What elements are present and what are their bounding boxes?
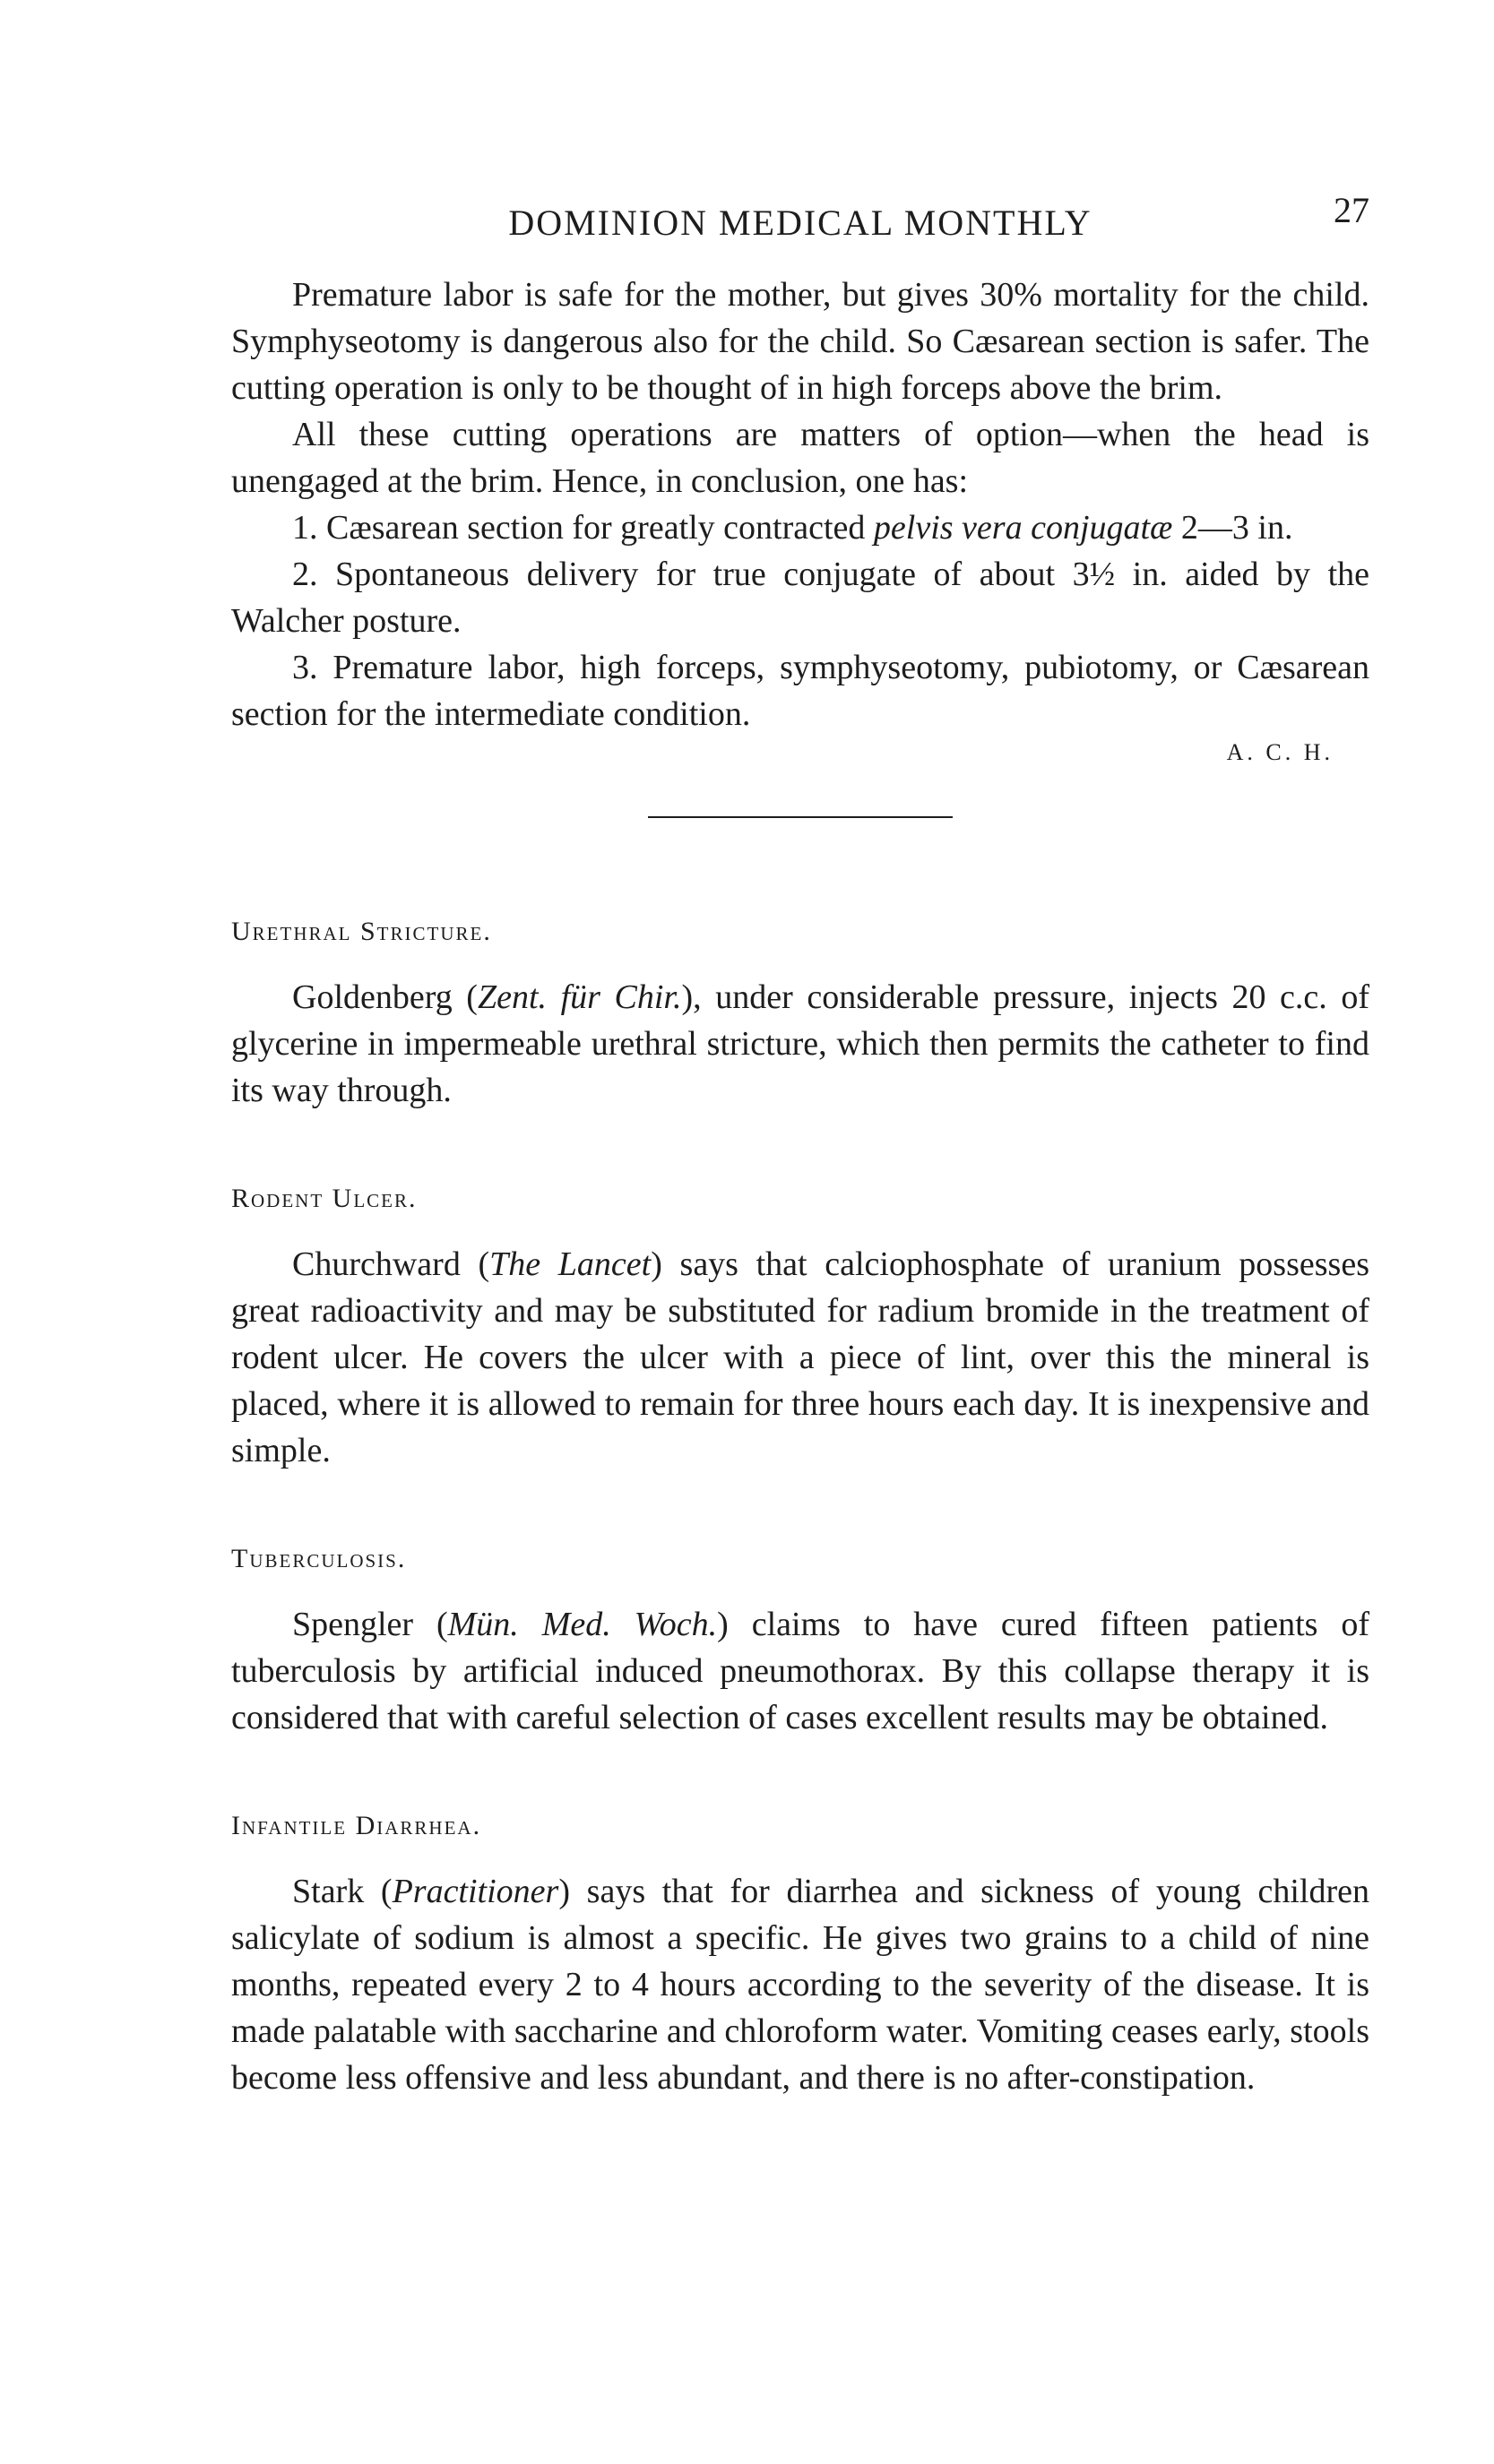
page-number: 27 xyxy=(1334,190,1369,230)
citation: The Lancet xyxy=(489,1245,652,1283)
text-b: ), under considerable pressure, injects 20 c.c. of glycerine in impermeable urethral stricture, which then permits the catheter to find its way through. xyxy=(231,978,1370,1109)
conclusion-item-2: 2. Spontaneous delivery for true conjugate of about 3½ in. aided by the Walcher posture. xyxy=(231,556,1369,640)
item-1-italic: pelvis vera conjugatæ xyxy=(873,509,1173,547)
journal-page xyxy=(231,184,1369,2101)
intro-paragraph-1: Premature labor is safe for the mother, but gives 30% mortality for the child. Symphyseotomy is dangerous also for the child. So Cæsarean section is safer. The cutting operation is only to be thought of in high forceps above the brim. xyxy=(231,276,1369,407)
text-a: Churchward ( xyxy=(292,1245,490,1283)
paragraph-infantile-diarrhea xyxy=(231,1868,1369,2101)
item-1-text-a: 1. Cæsarean section for greatly contracted xyxy=(292,509,874,547)
heading-tuberculosis: Tuberculosis. xyxy=(231,1544,407,1573)
text-a: Stark ( xyxy=(292,1873,393,1910)
section-divider xyxy=(648,816,953,818)
citation: Zent. für Chir. xyxy=(477,978,682,1016)
text-b: ) says that calciophosphate of uranium possesses great radioactivity and may be substituted for radium bromide in the treatment of rodent ulcer. He covers the ulcer with a piece of lint, over this the mineral is placed, where it is allowed to remain for three hours each day. It is inexpensive and simple. xyxy=(231,1245,1369,1469)
running-head xyxy=(231,184,1369,246)
intro-paragraph-2: All these cutting operations are matters of option—when the head is unengaged at the brim. Hence, in conclusion, one has: xyxy=(231,416,1369,500)
heading-rodent-ulcer: Rodent Ulcer. xyxy=(231,1184,418,1213)
text-a: Spengler ( xyxy=(292,1606,448,1643)
citation: Mün. Med. Woch. xyxy=(447,1606,718,1643)
conclusion-item-3: 3. Premature labor, high forceps, symphyseotomy, pubiotomy, or Cæsarean section for the intermediate condition. xyxy=(231,649,1369,733)
heading-infantile-diarrhea: Infantile Diarrhea. xyxy=(231,1811,482,1840)
author-initials: A. C. H. xyxy=(1226,739,1334,765)
text-b: ) says that for diarrhea and sickness of young children salicylate of sodium is almost a specific. He gives two grains to a child of nine months, repeated every 2 to 4 hours according to the severity of the disease. It is made palatable with saccharine and chloroform water. Vomiting ceases early, stools become less offensive and less abundant, and there is no after-constipation. xyxy=(231,1873,1370,2097)
paragraph-tuberculosis xyxy=(231,1601,1369,1741)
citation: Practitioner xyxy=(392,1873,559,1910)
text-b: ) claims to have cured fifteen patients of tuberculosis by artificial induced pneumothorax. By this collapse therapy it is considered that with careful selection of cases excellent results may be obtained. xyxy=(231,1606,1369,1736)
paragraph-rodent-ulcer xyxy=(231,1241,1369,1474)
text-a: Goldenberg ( xyxy=(292,978,478,1016)
paragraph-urethral-stricture xyxy=(231,974,1369,1114)
journal-title: DOMINION MEDICAL MONTHLY xyxy=(508,202,1092,243)
item-1-text-b: 2—3 in. xyxy=(1172,509,1293,547)
heading-urethral-stricture: Urethral Stricture. xyxy=(231,917,492,946)
conclusion-item-1 xyxy=(231,504,1369,551)
